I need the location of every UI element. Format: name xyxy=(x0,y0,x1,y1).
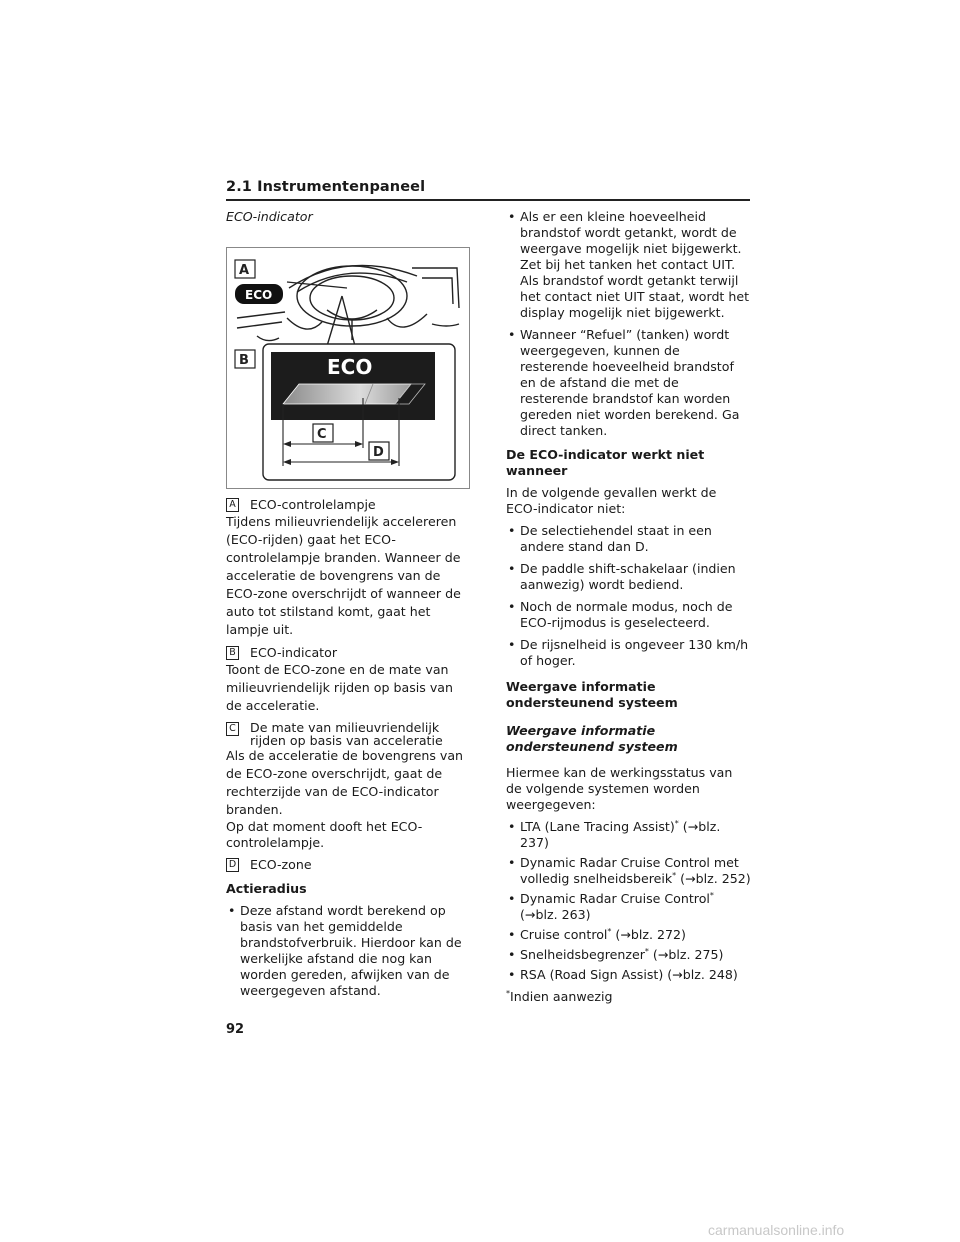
page-reference[interactable]: (→blz. 248) xyxy=(663,967,738,982)
legend-item-d xyxy=(226,857,471,873)
support-info-heading: Weergave informatie ondersteunend systeem xyxy=(506,679,678,710)
footnote-marker: * xyxy=(607,926,612,936)
section-header: 2.1 Instrumentenpaneel xyxy=(226,179,426,195)
list-item: • Noch de normale modus, noch de ECO-rijmodus is geselecteerd. xyxy=(506,599,751,631)
footnote xyxy=(506,989,751,1005)
legend-title: ECO-controlelampje xyxy=(250,497,376,512)
figure-caption: ECO-indicator xyxy=(226,209,313,224)
support-info-subheading: Weergave informatie ondersteunend systeem xyxy=(506,723,678,754)
list-item: • De selectiehendel staat in een andere stand dan D. xyxy=(506,523,751,555)
system-name: RSA (Road Sign Assist) xyxy=(520,967,664,982)
legend-badge: A xyxy=(226,498,239,512)
page-number: 92 xyxy=(226,1022,245,1037)
footnote-marker: * xyxy=(709,890,714,900)
list-item xyxy=(506,927,751,943)
page-reference[interactable]: (→blz. 263) xyxy=(520,907,591,922)
page-reference[interactable]: (→blz. 237) xyxy=(520,819,721,850)
callout-label: B xyxy=(239,353,249,368)
page-reference[interactable]: (→blz. 252) xyxy=(676,871,751,886)
legend-badge: B xyxy=(226,646,239,660)
header-divider xyxy=(226,199,750,201)
legend-description-extra: Op dat moment dooft het ECO-controlelampje. xyxy=(226,819,423,850)
eco-indicator-figure xyxy=(226,247,470,489)
list-item xyxy=(506,967,751,983)
fuel-notes-list xyxy=(506,209,751,439)
eco-indicator-illustration xyxy=(227,248,469,488)
list-item: • De rijsnelheid is ongeveer 130 km/h of hoger. xyxy=(506,637,751,669)
list-item xyxy=(506,819,751,851)
left-column xyxy=(226,209,471,1005)
legend-badge: D xyxy=(226,858,239,872)
support-info-intro: Hiermee kan de werkingsstatus van de volgende systemen worden weergegeven: xyxy=(506,765,733,812)
right-column xyxy=(506,209,751,1005)
page-reference[interactable]: (→blz. 272) xyxy=(611,927,686,942)
system-name: Dynamic Radar Cruise Control xyxy=(520,891,710,906)
callout-label: C xyxy=(317,427,327,442)
legend-title: De mate van milieuvriendelijk rijden op basis van acceleratie xyxy=(250,720,443,748)
list-item: • De paddle shift-schakelaar (indien aanwezig) wordt bediend. xyxy=(506,561,751,593)
system-name: Snelheidsbegrenzer xyxy=(520,947,645,962)
list-item: • Wanneer “Refuel” (tanken) wordt weergegeven, kunnen de resterende hoeveelheid brandstof en de afstand die met de resterende brandstof kan worden gereden niet worden berekend. Ga direct tanken. xyxy=(506,327,751,439)
legend-item-a xyxy=(226,497,471,513)
footnote-marker: * xyxy=(506,988,510,998)
legend-item-c xyxy=(226,721,471,747)
actieradius-list xyxy=(226,903,471,999)
system-name: Cruise control xyxy=(520,927,608,942)
actieradius-heading: Actieradius xyxy=(226,881,307,896)
callout-label: A xyxy=(239,263,250,278)
eco-not-working-list xyxy=(506,523,751,669)
system-name: Dynamic Radar Cruise Control met volledig snelheidsbereik xyxy=(520,855,739,886)
legend-description: Als de acceleratie de bovengrens van de ECO-zone overschrijdt, gaat de rechterzijde van de ECO-indicator branden. xyxy=(226,748,464,817)
footnote-marker: * xyxy=(674,818,679,828)
footnote-marker: * xyxy=(672,870,677,880)
system-name: LTA (Lane Tracing Assist) xyxy=(520,819,675,834)
list-item xyxy=(506,855,751,887)
footnote-text: Indien aanwezig xyxy=(510,989,613,1004)
legend-description: Tijdens milieuvriendelijk accelereren (ECO-rijden) gaat het ECO-controlelampje branden. Wanneer de acceleratie de bovengrens van de ECO-zone overschrijdt of wanneer de auto tot stilstand komt, gaat het lampje uit. xyxy=(226,514,461,637)
list-item: • Als er een kleine hoeveelheid brandstof wordt getankt, wordt de weergave mogelijk niet bijgewerkt. Zet bij het tanken het contact UIT. Als brandstof wordt getankt terwijl het contact niet UIT staat, wordt het display mogelijk niet bijgewerkt. xyxy=(506,209,751,321)
legend-title: ECO-zone xyxy=(250,857,312,872)
footnote-marker: * xyxy=(644,946,649,956)
legend-badge: C xyxy=(226,722,239,736)
legend-description: Toont de ECO-zone en de mate van milieuvriendelijk rijden op basis van de acceleratie. xyxy=(226,662,453,713)
support-systems-list xyxy=(506,819,751,983)
legend-title: ECO-indicator xyxy=(250,645,337,660)
eco-not-working-intro: In de volgende gevallen werkt de ECO-indicator niet: xyxy=(506,485,717,516)
callout-label: D xyxy=(373,445,384,460)
eco-lamp-text: ECO xyxy=(245,288,273,302)
eco-indicator-text: ECO xyxy=(327,355,373,379)
list-item xyxy=(506,891,751,923)
page-reference[interactable]: (→blz. 275) xyxy=(648,947,724,962)
watermark: carmanualsonline.info xyxy=(708,1222,845,1238)
legend-item-b xyxy=(226,645,471,661)
list-item: • Deze afstand wordt berekend op basis van het gemiddelde brandstofverbruik. Hierdoor kan de werkelijke afstand die nog kan worden gereden, afwijken van de weergegeven afstand. xyxy=(226,903,471,999)
list-item xyxy=(506,947,751,963)
eco-not-working-heading: De ECO-indicator werkt niet wanneer xyxy=(506,447,705,478)
